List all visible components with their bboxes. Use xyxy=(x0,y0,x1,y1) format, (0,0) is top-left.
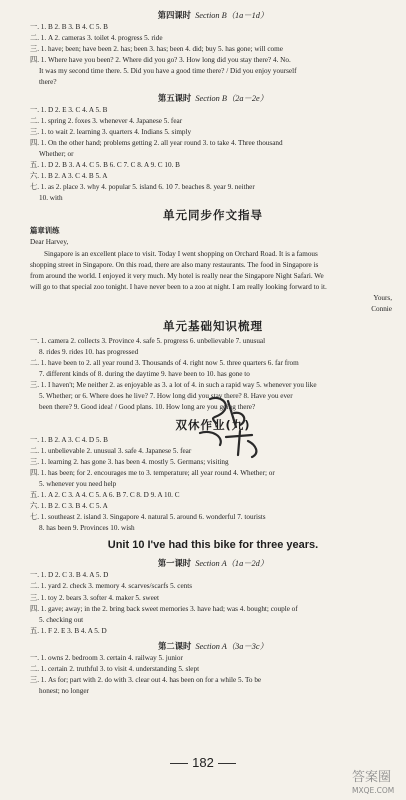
section-subtitle: Section B（2a－2e） xyxy=(195,93,268,103)
double-heading: 双休作业(九) xyxy=(175,417,251,432)
answer-line: 六. 1. B 2. A 3. C 4. B 5. A xyxy=(30,172,108,181)
watermark-logo xyxy=(346,764,404,798)
answer-line: 五. 1. D 2. B 3. A 4. C 5. B 6. C 7. C 8. A 9. C 10. B xyxy=(30,161,180,170)
section-title-cn: 第五课时 xyxy=(158,93,192,103)
unit-10-section xyxy=(30,537,396,697)
answer-line: 六. 1. B 2. C 3. B 4. C 5. A xyxy=(30,502,108,511)
answer-line: 一. 1. D 2. C 3. B 4. A 5. D xyxy=(30,571,109,580)
writing-section xyxy=(30,206,396,314)
watermark-line2: MXQE.COM xyxy=(352,786,395,795)
answer-line: 7. different kinds of 8. during the daytime 9. have been to 10. has gone to xyxy=(39,370,250,379)
answer-line: 一. 1. D 2. E 3. C 4. A 5. B xyxy=(30,105,108,114)
answer-line: 二. 1. have been to 2. all year round 3. Thousands of 4. right now 5. three quarters 6. far from xyxy=(30,359,299,368)
handwritten-scribble xyxy=(190,393,270,459)
answer-line: 五. 1. A 2. C 3. A 4. C 5. A 6. B 7. C 8. D 9. A 10. C xyxy=(30,491,180,499)
answer-line: 三. 1. have; been; have been 2. has; been 3. has; been 4. did; buy 5. has gone; will come xyxy=(30,45,283,54)
answer-line: 七. 1. southeast 2. island 3. Singapore 4. natural 5. around 6. wonderful 7. tourists xyxy=(30,513,266,522)
answer-line: Whether; or xyxy=(39,149,74,158)
body-line: Singapore is an excellent place to visit. Today I went shopping on Orchard Road. It is a famous xyxy=(44,249,318,258)
closing: Yours, xyxy=(373,293,392,302)
section-title-cn: 第二课时 xyxy=(158,641,192,651)
page-number-text: 182 xyxy=(192,755,214,770)
section-title xyxy=(30,9,396,22)
section-title xyxy=(30,640,396,653)
section-subtitle: Section B（1a－1d） xyxy=(195,11,269,20)
answer-line: 二. 1. A 2. cameras 3. toilet 4. progress 5. ride xyxy=(30,34,163,43)
answer-line: honest; no longer xyxy=(39,687,89,696)
answer-line: It was my second time there. 5. Did you have a good time there? / Did you enjoy yourself xyxy=(39,67,297,76)
answer-line: 三. 1. to wait 2. learning 3. quarters 4. Indians 5. simply xyxy=(30,127,192,136)
answer-line: 一. 1. owns 2. bedroom 3. certain 4. railway 5. junior xyxy=(30,653,183,662)
answer-line: 四. 1. Where have you been? 2. Where did you go? 3. How long did you stay there? 4. No. xyxy=(30,56,291,65)
body-line: will go to that special zoo tonight. I have never been to a zoo at night. I am really looking forward to it. xyxy=(30,282,327,291)
section-lesson-5 xyxy=(30,92,396,205)
answer-line: 一. 1. camera 2. collects 3. Province 4. safe 5. progress 6. unbelievable 7. unusual xyxy=(30,336,266,345)
body-line: shopping street in Singapore. On this road, there are also many restaurants. The food in Singapore is xyxy=(30,260,319,269)
answer-line: 三. 1. I haven't; Me neither 2. as enjoyable as 3. a lot of 4. in such a rapid way 5. whenever you like xyxy=(30,381,317,390)
signature: Connie xyxy=(371,304,392,313)
answer-line: been there? 9. Good idea! / Good plans. 10. How long are you going there? xyxy=(39,403,256,412)
section-subtitle: Section A（3a－3c） xyxy=(195,641,268,651)
answer-line: 8. rides 9. rides 10. has progressed xyxy=(39,347,139,356)
answer-line: 5. whenever you need help xyxy=(39,479,117,488)
answer-line: 二. 1. spring 2. foxes 3. whenever 4. Japanese 5. fear xyxy=(30,116,183,125)
writing-body xyxy=(30,249,396,293)
answer-line: 四. 1. has been; for 2. encourages me to 3. temperature; all year round 4. Whether; or xyxy=(30,468,275,477)
answer-line: 三. 1. learning 2. has gone 3. has been 4. mostly 5. Germans; visiting xyxy=(30,457,229,466)
basics-heading: 单元基础知识梳理 xyxy=(163,318,263,333)
answer-line: 8. has been 9. Provinces 10. wish xyxy=(39,524,135,533)
unit-title: Unit 10 I've had this bike for three years. xyxy=(107,539,319,552)
answer-line: there? xyxy=(39,78,57,87)
section-title-cn: 第四课时 xyxy=(157,11,191,20)
writing-label: 篇章训练 xyxy=(30,226,60,236)
answer-line: 七. 1. as 2. place 3. why 4. popular 5. island 6. 10 7. beaches 8. year 9. neither xyxy=(30,183,255,192)
answer-line: 五. 1. F 2. E 3. B 4. A 5. D xyxy=(30,626,107,635)
dash-right xyxy=(218,763,236,764)
salutation: Dear Harvey, xyxy=(30,238,69,247)
section-title-cn: 第一课时 xyxy=(157,559,192,569)
writing-heading: 单元同步作文指导 xyxy=(163,208,263,223)
answer-line: 四. 1. gave; away; in the 2. bring back sweet memories 3. have had; was 4. bought; couple of xyxy=(30,604,298,613)
answer-line: 二. 1. yard 2. check 3. memory 4. scarves/scarfs 5. cents xyxy=(30,582,193,591)
answer-line: 二. 1. certain 2. truthful 3. to visit 4. understanding 5. slept xyxy=(30,665,200,674)
answer-line: 四. 1. On the other hand; problems getting 2. all year round 3. to take 4. Three thousand xyxy=(30,138,283,147)
watermark-line1: 答案圈 xyxy=(352,770,392,785)
section-subtitle: Section A（1a－2d） xyxy=(195,559,269,569)
answer-line: 三. 1. As for; part with 2. do with 3. clear out 4. has been on for a while 5. To be xyxy=(30,676,262,685)
answer-line: 一. 1. B 2. B 3. B 4. C 5. B xyxy=(30,23,108,31)
answer-line: 一. 1. B 2. A 3. C 4. D 5. B xyxy=(30,435,108,444)
dash-left xyxy=(170,763,188,764)
answer-line: 三. 1. toy 2. bears 3. softer 4. maker 5. sweet xyxy=(30,593,159,602)
answer-line: 5. checking out xyxy=(39,615,84,624)
section-title xyxy=(30,92,396,105)
section-title xyxy=(30,557,396,570)
body-line: from around the world. I enjoyed it very much. My hotel is really near the Singapore Night Safari. We xyxy=(30,271,324,280)
answer-line: 10. with xyxy=(39,194,63,203)
answer-line: 5. Whether; or 6. Where does he live? 7. How long did you stay there? 8. Have you ever xyxy=(39,392,293,401)
section-lesson-4 xyxy=(30,9,396,89)
answer-line: 二. 1. unbelievable 2. unusual 3. safe 4. Japanese 5. fear xyxy=(30,446,192,455)
